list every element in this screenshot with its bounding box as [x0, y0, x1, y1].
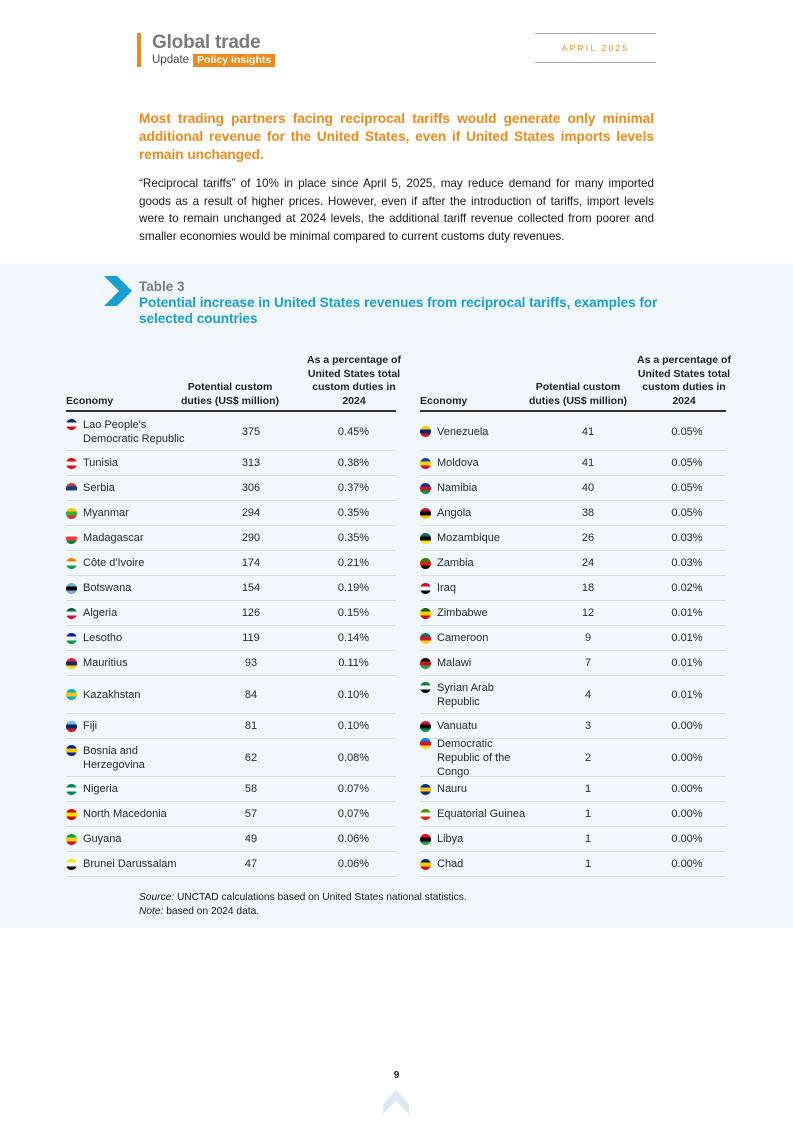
economy-cell	[66, 688, 191, 702]
economy-cell	[420, 737, 528, 779]
percent-cell: 0.38%	[337, 457, 370, 469]
tunisia-flag-icon	[66, 458, 77, 469]
table-row	[66, 777, 396, 802]
note-line	[139, 905, 467, 919]
percent-cell: 0.19%	[337, 582, 370, 594]
table-row	[66, 802, 396, 827]
percent-cell: 0.01%	[671, 657, 703, 669]
percent-cell: 0.08%	[337, 751, 370, 764]
table-row	[66, 739, 396, 777]
table-row	[66, 651, 396, 676]
percent-cell: 0.00%	[671, 833, 703, 845]
zimbabwe-flag-icon	[420, 608, 431, 619]
percent-cell: 0.00%	[671, 720, 703, 732]
economy-cell	[420, 857, 528, 871]
table-row	[420, 551, 726, 576]
economy-name: Zambia	[437, 557, 474, 569]
percent-cell: 0.05%	[671, 457, 703, 469]
duties-cell: 1	[584, 833, 592, 845]
percent-cell: 0.06%	[337, 858, 370, 870]
table-label: Table 3	[139, 279, 185, 294]
dr-congo-flag-icon	[420, 738, 431, 749]
table-row	[420, 601, 726, 626]
libya-flag-icon	[420, 834, 431, 845]
duties-cell: 306	[241, 482, 261, 494]
percent-cell: 0.06%	[337, 833, 370, 845]
duties-cell: 12	[581, 607, 595, 619]
percent-cell: 0.03%	[671, 532, 703, 544]
economy-name: Bosnia and Herzegovina	[83, 744, 145, 771]
venezuela-flag-icon	[420, 426, 431, 437]
economy-name: Libya	[437, 833, 464, 845]
duties-cell: 47	[244, 858, 258, 870]
economy-cell	[420, 506, 528, 520]
economy-name: North Macedonia	[83, 808, 167, 820]
namibia-flag-icon	[420, 483, 431, 494]
table-row	[420, 626, 726, 651]
nauru-flag-icon	[420, 784, 431, 795]
table-row	[420, 413, 726, 451]
economy-cell	[66, 556, 191, 570]
percent-cell: 0.00%	[671, 783, 703, 795]
lesotho-flag-icon	[66, 633, 77, 644]
duties-cell: 126	[241, 607, 261, 619]
kazakhstan-flag-icon	[66, 689, 77, 700]
economy-name: Guyana	[83, 833, 122, 845]
duties-cell: 58	[244, 783, 258, 795]
economy-cell	[420, 656, 528, 670]
note-text: based on 2024 data.	[163, 906, 260, 917]
economy-cell	[66, 744, 191, 772]
economy-name: Mauritius	[83, 657, 128, 669]
section-headline: Most trading partners facing reciprocal tariffs would generate only minimal additional revenue for the United States, even if United States imports levels remain unchanged.	[139, 111, 654, 162]
economy-name: Mozambique	[437, 532, 500, 544]
economy-cell	[420, 456, 528, 470]
chevron-right-icon	[104, 276, 132, 306]
duties-cell: 84	[244, 688, 258, 701]
cote-divoire-flag-icon	[66, 558, 77, 569]
economy-cell	[420, 807, 528, 821]
table-row	[420, 777, 726, 802]
economy-cell	[420, 606, 528, 620]
economy-cell	[420, 425, 528, 439]
iraq-flag-icon	[420, 583, 431, 594]
duties-cell: 1	[584, 858, 592, 870]
table-row	[420, 827, 726, 852]
duties-cell: 290	[241, 532, 261, 544]
myanmar-flag-icon	[66, 508, 77, 519]
table-row	[420, 526, 726, 551]
duties-cell: 375	[241, 425, 261, 438]
economy-cell	[420, 531, 528, 545]
economy-name: Namibia	[437, 482, 478, 494]
duties-cell: 7	[584, 657, 592, 669]
table-row	[420, 802, 726, 827]
moldova-flag-icon	[420, 458, 431, 469]
economy-cell	[66, 807, 191, 821]
table-row	[420, 501, 726, 526]
table-row	[66, 476, 396, 501]
duties-cell: 24	[581, 557, 595, 569]
header-rule-left	[66, 410, 396, 412]
brunei-flag-icon	[66, 859, 77, 870]
angola-flag-icon	[420, 508, 431, 519]
brand-subtitle-row	[152, 53, 275, 67]
economy-name: Côte d'Ivoire	[83, 557, 145, 569]
percent-cell: 0.01%	[671, 632, 703, 644]
table-row	[66, 626, 396, 651]
duties-cell: 18	[581, 582, 595, 594]
fiji-flag-icon	[66, 721, 77, 732]
issue-date-box	[535, 33, 656, 63]
duties-cell: 81	[244, 720, 258, 732]
algeria-flag-icon	[66, 608, 77, 619]
percent-cell: 0.10%	[337, 720, 370, 732]
source-label: Source:	[139, 892, 175, 903]
header-duties-left: Potential custom duties (US$ million)	[180, 381, 279, 407]
table-row	[66, 827, 396, 852]
economy-name: Iraq	[437, 582, 456, 594]
percent-cell: 0.03%	[671, 557, 703, 569]
percent-cell: 0.35%	[337, 507, 370, 519]
economy-cell	[66, 581, 191, 595]
duties-cell: 41	[581, 425, 595, 438]
brand-subtitle: Update	[152, 54, 190, 66]
guyana-flag-icon	[66, 834, 77, 845]
economy-cell	[66, 782, 191, 796]
economy-name: Venezuela	[437, 425, 489, 438]
botswana-flag-icon	[66, 583, 77, 594]
page-number: 9	[393, 1070, 400, 1081]
percent-cell: 0.37%	[337, 482, 370, 494]
table-title: Potential increase in United States revenues from reciprocal tariffs, examples for selected countries	[139, 295, 658, 326]
table-row	[66, 601, 396, 626]
header-economy-left: Economy	[66, 394, 114, 407]
table-row	[420, 852, 726, 877]
table-source-notes	[139, 891, 467, 919]
madagascar-flag-icon	[66, 533, 77, 544]
economy-name: Kazakhstan	[83, 688, 141, 701]
economy-name: Malawi	[437, 657, 472, 669]
economy-name: Nigeria	[83, 783, 118, 795]
economy-name: Vanuatu	[437, 720, 478, 732]
issue-date: APRIL 2025	[561, 43, 630, 53]
duties-cell: 9	[584, 632, 592, 644]
north-macedonia-flag-icon	[66, 809, 77, 820]
duties-cell: 174	[241, 557, 261, 569]
economy-name: Syrian Arab Republic	[437, 681, 494, 708]
table-row	[66, 576, 396, 601]
duties-cell: 49	[244, 833, 258, 845]
source-line	[139, 891, 467, 905]
vanuatu-flag-icon	[420, 721, 431, 732]
economy-name: Algeria	[83, 607, 118, 619]
economy-name: Lao People's Democratic Republic	[83, 418, 185, 445]
mauritius-flag-icon	[66, 658, 77, 669]
economy-cell	[66, 481, 191, 495]
note-label: Note:	[139, 906, 164, 917]
table-row	[66, 551, 396, 576]
duties-cell: 93	[244, 657, 258, 669]
economy-cell	[66, 506, 191, 520]
brand-title: Global trade	[152, 32, 261, 53]
duties-cell: 26	[581, 532, 595, 544]
economy-cell	[66, 719, 191, 733]
economy-cell	[66, 631, 191, 645]
economy-cell	[66, 418, 191, 446]
economy-name: Nauru	[437, 783, 467, 795]
duties-cell: 294	[241, 507, 261, 519]
chad-flag-icon	[420, 859, 431, 870]
economy-cell	[420, 481, 528, 495]
bosnia-flag-icon	[66, 745, 77, 756]
economy-name: Fiji	[83, 720, 98, 732]
header-percent-right: As a percentage of United States total custom duties in 2024	[637, 354, 731, 407]
percent-cell: 0.07%	[337, 808, 370, 820]
brand-badge: Policy insights	[193, 54, 275, 67]
header-duties-right: Potential custom duties (US$ million)	[528, 381, 627, 407]
duties-cell: 38	[581, 507, 595, 519]
table-row	[420, 676, 726, 714]
duties-cell: 2	[584, 751, 592, 764]
table-row	[66, 676, 396, 714]
economy-cell	[420, 681, 528, 709]
duties-cell: 154	[241, 582, 261, 594]
percent-cell: 0.11%	[338, 657, 369, 669]
duties-cell: 41	[581, 457, 595, 469]
source-text: UNCTAD calculations based on United States national statistics.	[174, 892, 467, 903]
economy-cell	[420, 719, 528, 733]
equatorial-guinea-flag-icon	[420, 809, 431, 820]
percent-cell: 0.21%	[337, 557, 370, 569]
header-economy-right: Economy	[420, 394, 468, 407]
chevron-up-icon[interactable]	[383, 1088, 409, 1114]
table-row	[66, 714, 396, 739]
economy-cell	[66, 656, 191, 670]
percent-cell: 0.07%	[337, 783, 370, 795]
duties-cell: 62	[244, 751, 258, 764]
economy-name: Democratic Republic of the Congo	[437, 737, 511, 778]
duties-cell: 119	[242, 632, 260, 644]
percent-cell: 0.05%	[671, 425, 703, 438]
table-row	[420, 576, 726, 601]
economy-name: Madagascar	[83, 532, 144, 544]
economy-name: Equatorial Guinea	[437, 808, 526, 820]
economy-cell	[420, 832, 528, 846]
economy-name: Myanmar	[83, 507, 129, 519]
table-row	[66, 501, 396, 526]
brand-block	[137, 33, 275, 67]
percent-cell: 0.35%	[337, 532, 370, 544]
serbia-flag-icon	[66, 483, 77, 494]
economy-cell	[420, 581, 528, 595]
intro-paragraph: “Reciprocal tariffs” of 10% in place since April 5, 2025, may reduce demand for many imported goods as a result of higher prices. However, even if after the introduction of tariffs, import levels were to remain unchanged at 2024 levels, the additional tariff revenue collected from poorer and smaller economies would be minimal compared to current customs duty revenues.	[139, 177, 654, 243]
economy-name: Botswana	[83, 582, 132, 594]
economy-cell	[66, 606, 191, 620]
syria-flag-icon	[420, 682, 431, 693]
table-row	[66, 413, 396, 451]
cameroon-flag-icon	[420, 633, 431, 644]
economy-name: Serbia	[83, 482, 115, 494]
economy-name: Tunisia	[83, 457, 119, 469]
percent-cell: 0.14%	[337, 632, 370, 644]
table-row	[420, 714, 726, 739]
economy-cell	[66, 832, 191, 846]
economy-name: Moldova	[437, 457, 479, 469]
percent-cell: 0.45%	[337, 425, 370, 438]
economy-cell	[66, 857, 191, 871]
percent-cell: 0.05%	[671, 507, 703, 519]
percent-cell: 0.10%	[337, 688, 370, 701]
table-row	[420, 651, 726, 676]
duties-cell: 40	[581, 482, 595, 494]
percent-cell: 0.00%	[671, 751, 703, 764]
table-row	[420, 451, 726, 476]
duties-cell: 57	[244, 808, 258, 820]
economy-cell	[66, 531, 191, 545]
economy-name: Angola	[437, 507, 472, 519]
nigeria-flag-icon	[66, 784, 77, 795]
economy-cell	[420, 782, 528, 796]
economy-cell	[66, 456, 191, 470]
economy-name: Brunei Darussalam	[83, 858, 177, 870]
malawi-flag-icon	[420, 658, 431, 669]
header-rule-right	[420, 410, 726, 412]
percent-cell: 0.01%	[671, 607, 703, 619]
duties-cell: 1	[584, 808, 592, 820]
table-row	[420, 739, 726, 777]
duties-cell: 3	[584, 720, 592, 732]
lao-flag-icon	[66, 419, 77, 430]
percent-cell: 0.01%	[671, 688, 703, 701]
table-row	[66, 451, 396, 476]
mozambique-flag-icon	[420, 533, 431, 544]
zambia-flag-icon	[420, 558, 431, 569]
table-row	[420, 476, 726, 501]
table-row	[66, 526, 396, 551]
table-row	[66, 852, 396, 877]
percent-cell: 0.00%	[671, 808, 703, 820]
percent-cell: 0.02%	[671, 582, 703, 594]
percent-cell: 0.15%	[337, 607, 370, 619]
duties-cell: 4	[584, 688, 592, 701]
duties-cell: 1	[584, 783, 592, 795]
economy-name: Lesotho	[83, 632, 123, 644]
economy-name: Chad	[437, 858, 464, 870]
percent-cell: 0.05%	[671, 482, 703, 494]
economy-cell	[420, 631, 528, 645]
duties-cell: 313	[241, 457, 261, 469]
percent-cell: 0.00%	[671, 858, 703, 870]
economy-name: Cameroon	[437, 632, 489, 644]
header-percent-left: As a percentage of United States total custom duties in 2024	[307, 354, 401, 407]
economy-cell	[420, 556, 528, 570]
economy-name: Zimbabwe	[437, 607, 488, 619]
